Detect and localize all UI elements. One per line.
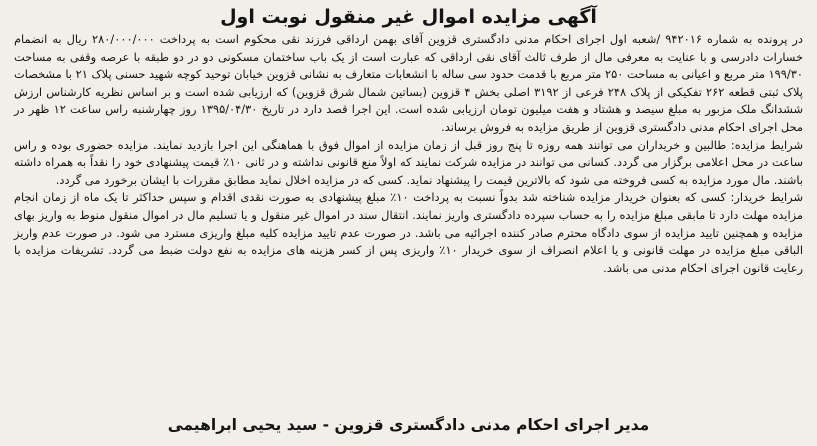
notice-body-buyer-terms: شرایط خریدار: کسی که بعنوان خریدار مزایده شناخته شد بدواً نسبت به پرداخت ۱۰٪ مبلغ پیشنهادی به صورت نقدی اقدام و سپس حداکثر تا یک ماه از زمان انجام مزایده مهلت دارد تا مابقی مبلغ مزایده را به حساب سپرده دادگستری واریز نمایند. انتقال سند در اموال غیر منقول و یا تسلیم مال در اموال منقول منوط به واریز بهای مزایده و همچنین تایید مزایده از سوی دادگاه محترم صادر کننده اجرائیه می باشد. در صورت عدم تایید مزایده کلیه مبلغ واریزی مسترد می شود. در صورت عدم واریز الباقی مبلغ مزایده در مهلت قانونی و یا اعلام انصراف از سوی خریدار ۱۰٪ واریزی پس از کسر هزینه های مزایده به نفع دولت ضبط می گردد. تشریفات مزایده با رعایت قانون اجرای احکام مدنی می باشد.	[14, 190, 804, 275]
notice-signature: مدیر اجرای احکام مدنی دادگستری قزوین - سید یحیی ابراهیمی	[167, 416, 650, 434]
notice-body-auction-terms: شرایط مزایده: طالبین و خریداران می توانند همه روزه تا پنج روز قبل از زمان مزایده از اموال فوق با هماهنگی این اجرا بازدید نمایند. مزایده حضوری بوده و راس ساعت در محل اعلامی برگزار می گردد. کسانی می توانند در مزایده شرکت نمایند که اولاً منع قانونی نداشته و در ثانی ۱۰٪ قیمت پیشنهادی خود را نقداً به همراه داشته باشند. مال مورد مزایده به کسی فروخته می شود که بالاترین قیمت را پیشنهاد نماید. کسی که در مزایده اخلال نماید مطابق مقررات با ایشان برخورد می گردد.	[14, 137, 803, 187]
notice-body-case: در پرونده به شماره ۹۴۲۰۱۶ /شعبه اول اجرای احکام مدنی دادگستری قزوین آقای بهمن ارداقی فرزند نقی محکوم است به پرداخت ۲۸۰/۰۰۰/۰۰۰ ریال به انضمام خسارات دادرسی و با عنایت به معرفی مال از طرف ثالث آقای نقی ارداقی که عبارت است از یک باب ساختمان مسکونی دو در دو طبقه با عرصه وقفی به مساحت ۱۹۹/۳۰ متر مربع و اعیانی به مساحت ۲۵۰ متر مربع با قدمت حدود سی ساله با انشعابات متعارف به نشانی قزوین خیابان توحید کوچه شهید حسنی پلاک ۲۱ با مشخصات پلاک ثبتی قطعه ۲۶۲ تفکیکی از پلاک ۲۴۸ فرعی از ۳۱۹۲ اصلی بخش ۴ قزوین (بساتین شمال شرق قزوین) که ارزیابی شده است و بر اساس نظریه کارشناس ارزش ششدانگ ملک مزبور به مبلغ سیصد و هشتاد و هفت میلیون تومان ارزیابی شده است. این اجرا قصد دارد در تاریخ ۱۳۹۵/۰۴/۳۰ روز چهارشنبه راس ساعت ۱۲ ظهر در محل اجرای احکام مدنی دادگستری قزوین از طریق مزایده به فروش برساند.	[14, 32, 803, 134]
notice-title: آگهی مزایده اموال غیر منقول نوبت اول	[220, 6, 597, 28]
